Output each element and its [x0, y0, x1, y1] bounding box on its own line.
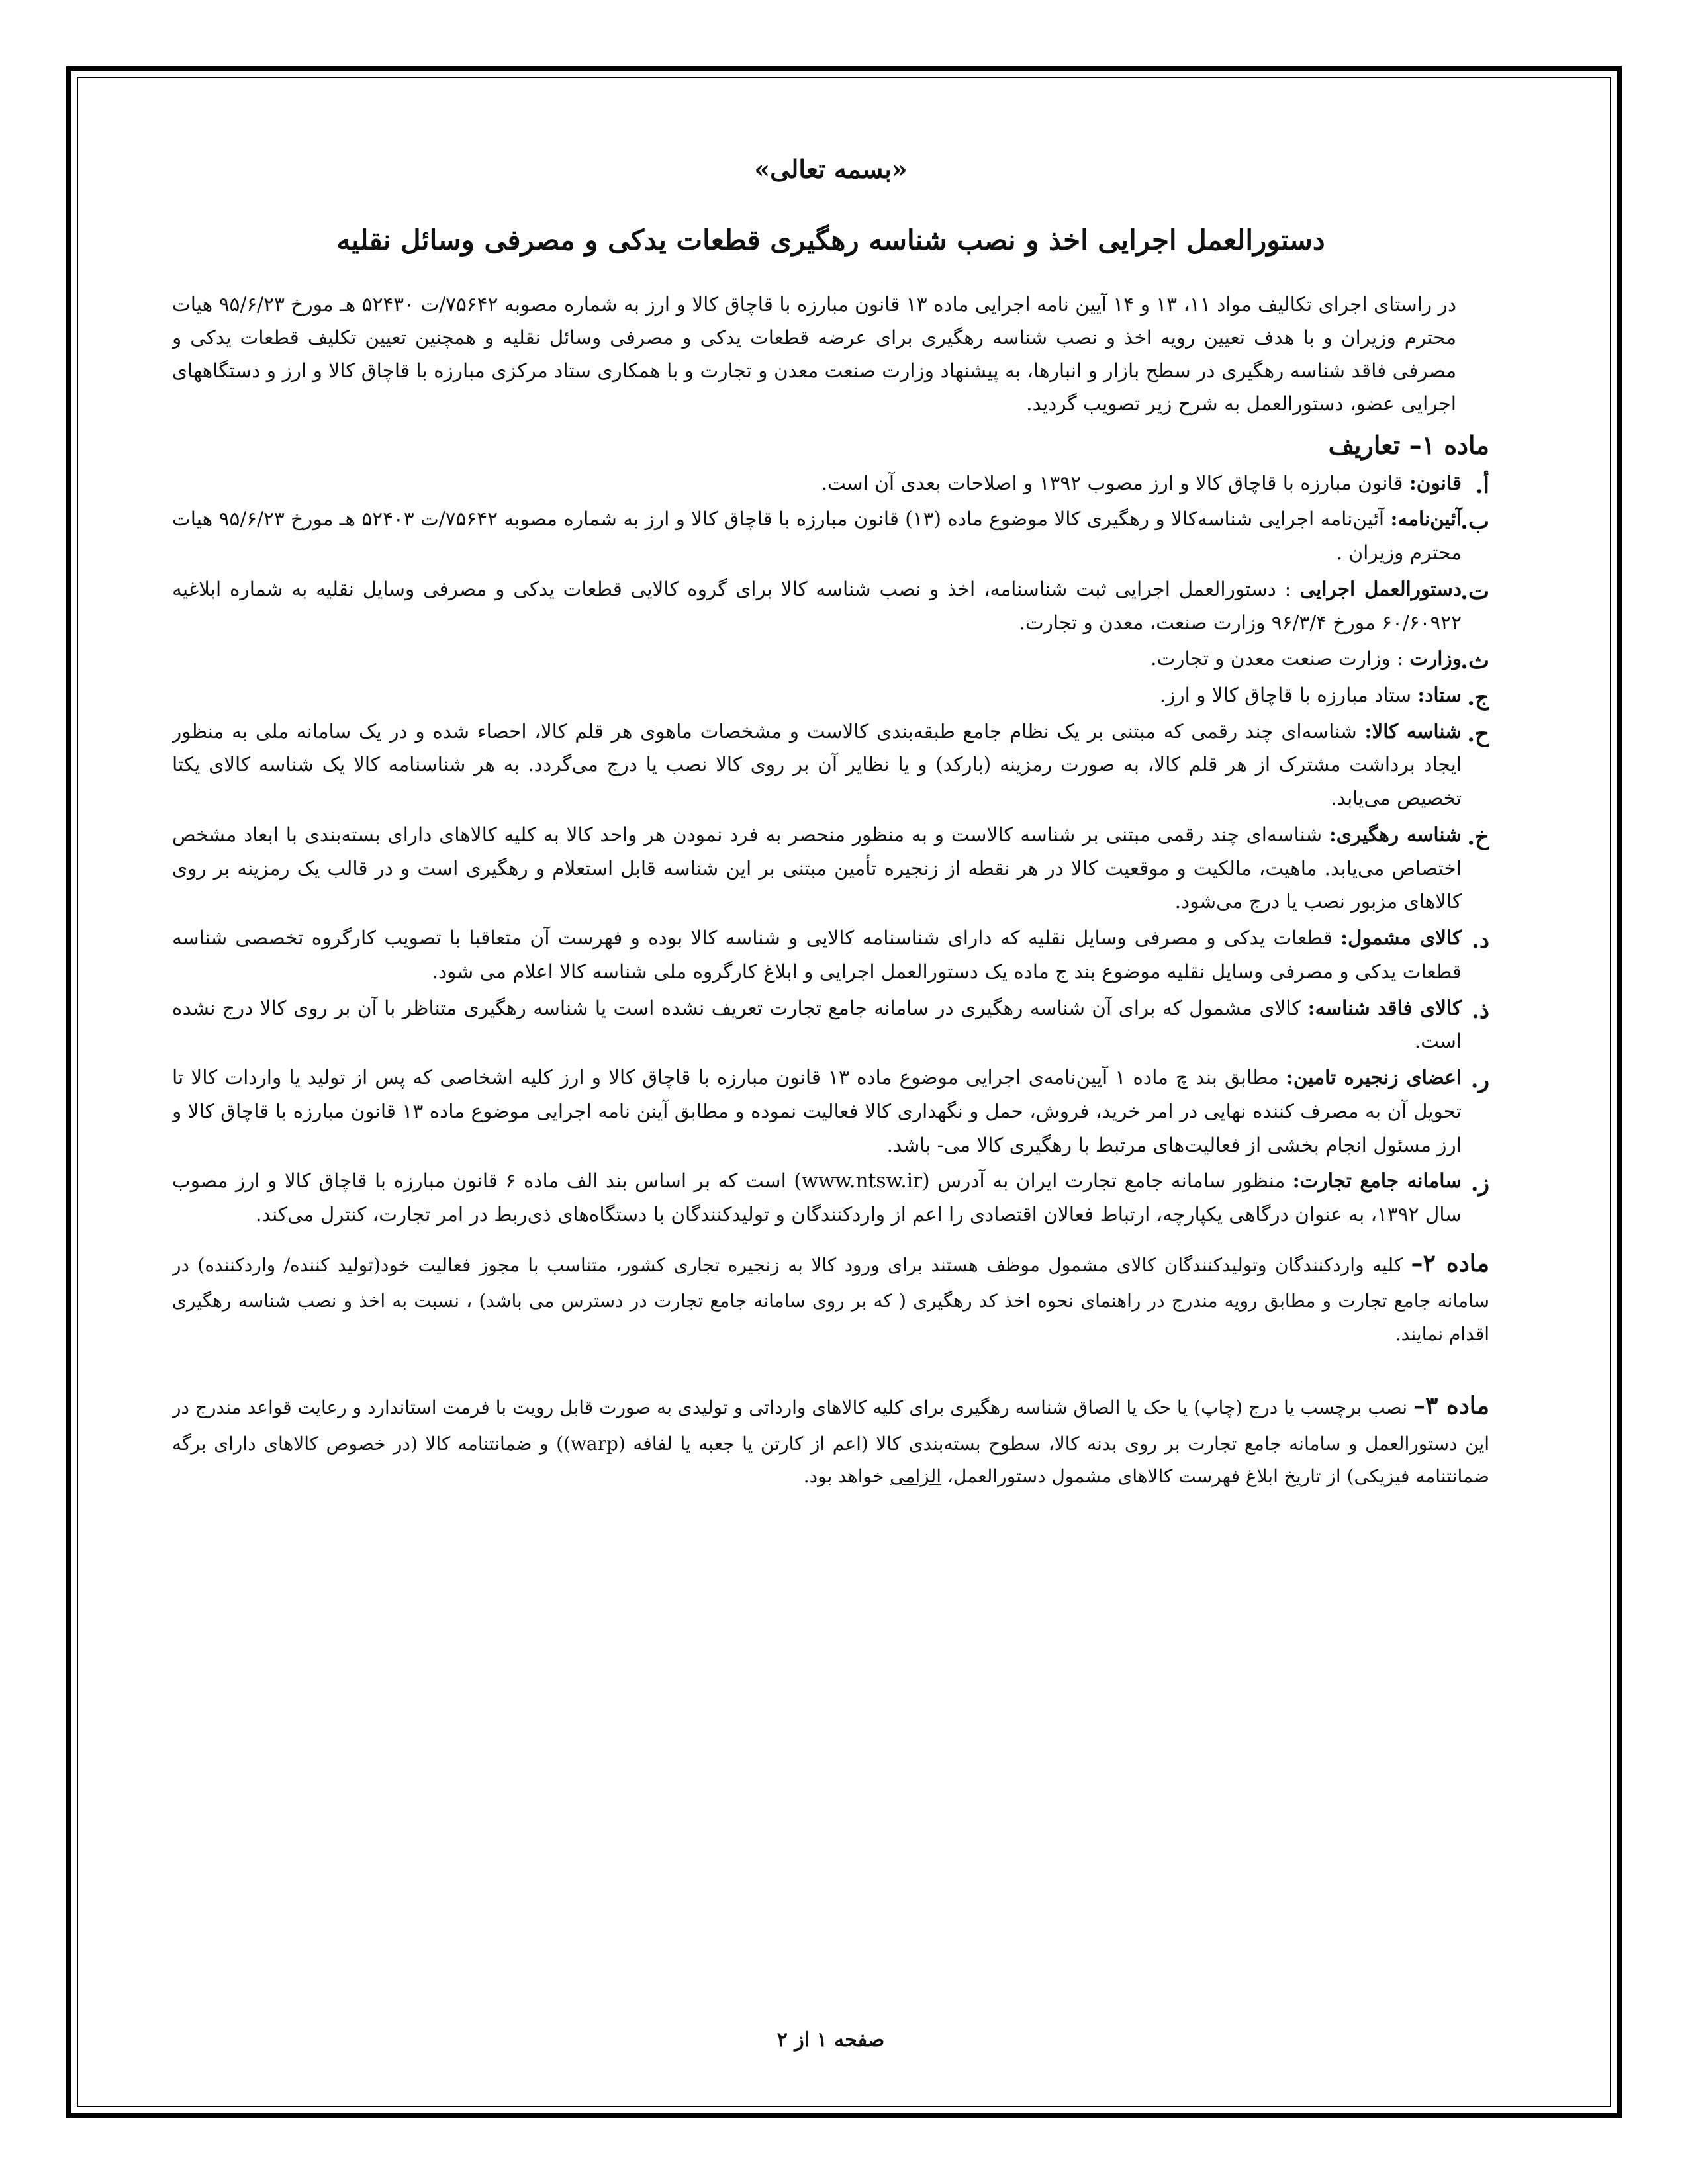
definition-text: شناسه‌ای چند رقمی که مبتنی بر یک نظام جامع طبقه‌بندی کالاست و مشخصات ماهوی هر قلم کالا، احصاء شده و در یک سامانه ملی به منظور ایجاد برداشت مشترک از هر قلم کالا، به صورت رمزینه (بارکد) و یا نظایر آن بر روی کالا نصب یا درج می‌گردد. به هر شناسنامه کالا یک شناسه کالای یکتا تخصیص می‌یابد. [172, 719, 1462, 810]
definition-item-trade-system [172, 1164, 1489, 1231]
definition-letter: ت. [1460, 578, 1489, 605]
article-3-emphasis: الزامی [890, 1465, 942, 1488]
definition-item-tracking-id [172, 818, 1489, 919]
article-3-paragraph [172, 1385, 1489, 1493]
article-3-ending: خواهد بود. [803, 1465, 890, 1488]
definition-letter: ج. [1467, 684, 1489, 711]
definition-letter: ث. [1460, 648, 1489, 675]
definition-text: : دستورالعمل اجرایی ثبت شناسنامه، اخذ و نصب شناسه کالا برای گروه کالایی قطعات یدکی و مصرفی وسایل نقلیه به شماره ابلاغیه ۶۰/۶۰۹۲۲ مورخ ۹۶/۳/۴ وزارت صنعت، معدن و تجارت. [172, 577, 1462, 634]
definition-text: قطعات یدکی و مصرفی وسایل نقلیه که دارای شناسنامه کالایی و شناسه کالا بوده و فهرست آن متعاقبا با تصویب کارگروه تخصصی شناسه قطعات یدکی و مصرفی وسایل نقلیه موضوع بند ج ماده یک دستورالعمل اجرایی و ابلاغ کارگروه ملی شناسه کالا اعلام می شود. [172, 927, 1462, 983]
definition-item-law [172, 467, 1489, 500]
definition-term: ستاد: [1417, 682, 1462, 706]
article-1-heading: ماده ۱– تعاریف [1328, 430, 1489, 460]
definition-term: اعضای زنجیره تامین: [1286, 1066, 1462, 1089]
definition-term: دستورالعمل اجرایی [1299, 576, 1462, 600]
definition-term: وزارت [1409, 647, 1462, 670]
definition-item-ministry [172, 642, 1489, 676]
article-3-label: ماده ۳– [1413, 1392, 1489, 1420]
document-title: دستورالعمل اجرایی اخذ و نصب شناسه رهگیری قطعات یدکی و مصرفی وسائل نقلیه [336, 224, 1325, 256]
definition-text: : وزارت صنعت معدن و تجارت. [1150, 647, 1410, 670]
definition-text: مطابق بند چ ماده ۱ آیین‌نامه‌ی اجرایی موضوع ماده ۱۳ قانون مبارزه با قاچاق کالا و ارز کلیه اشخاصی که پس از تولید یا واردات کالا تا تحویل آن به مصرف کننده نهایی در امر خرید، فروش، حمل و نگهداری کالا فعالیت نموده و مطابق آینن نامه اجرایی موضوع ماده ۱۳ قانون مبارزه با قاچاق کالا و ارز مسئول انجام بخشی از فعالیت‌های مرتبط با رهگیری کالا می- باشد. [172, 1066, 1462, 1156]
definition-letter: ز. [1470, 1170, 1489, 1197]
definition-term: سامانه جامع تجارت: [1292, 1169, 1462, 1193]
definition-item-regulation [172, 502, 1489, 569]
definition-item-goods-without-id [172, 991, 1489, 1058]
definition-item-product-id [172, 715, 1489, 815]
definition-term: کالای فاقد شناسه: [1307, 995, 1462, 1019]
article-2-label: ماده ۲– [1411, 1249, 1489, 1277]
definition-letter: ب. [1460, 508, 1489, 535]
page-number: صفحه ۱ از ۲ [776, 2028, 885, 2052]
definition-text: منظور سامانه جامع تجارت ایران به آدرس (www.ntsw.ir) است که بر اساس بند الف ماده ۶ قانون مبارزه با قاچاق کالا و ارز مصوب سال ۱۳۹۲، به عنوان درگاهی یکپارچه، ارتباط فعالان اقتصادی را اعم از واردکنندگان و تولیدکنندگان با دستگاه‌های ذی‌ربط در امر تجارت، کنترل می‌کند. [172, 1169, 1462, 1226]
definition-letter: ذ. [1472, 997, 1489, 1024]
definition-item-supply-chain-members [172, 1061, 1489, 1161]
definition-letter: ر. [1470, 1067, 1489, 1094]
intro-paragraph: در راستای اجرای تکالیف مواد ۱۱، ۱۳ و ۱۴ آیین نامه اجرایی ماده ۱۳ قانون مبارزه با قاچاق کالا و ارز به شماره مصوبه ۷۵۶۴۲/ت ۵۲۴۳۰ هـ مورخ ۹۵/۶/۲۳ هیات محترم وزیران و با هدف تعیین رویه اخذ و نصب شناسه رهگیری برای عرضه قطعات یدکی و مصرفی وسائل نقلیه و همچنین تعیین تکلیف قطعات یدکی و مصرفی فاقد شناسه رهگیری در سطح بازار و انبارها، به پیشنهاد وزارت صنعت معدن و تجارت و با همکاری ستاد مرکزی مبارزه با قاچاق کالا و ارز و دستگاههای اجرایی عضو، دستورالعمل به شرح زیر تصویب گردید. [172, 293, 1456, 416]
article-3-text: نصب برچسب یا درج (چاپ) یا حک یا الصاق شناسه رهگیری برای کلیه کالاهای وارداتی و تولیدی به صورت قابل رویت با فرمت استاندارد و رعایت قواعد مندرج در این دستورالعمل و سامانه جامع تجارت بر روی بدنه کالا، سطوح بسته‌بندی کالا (اعم از کارتن یا جعبه یا لفافه (warp)) و ضمانتنامه کالا (در خصوص کالاهای دارای برگه ضمانتنامه فیزیکی) از تاریخ ابلاغ فهرست کالاهای مشمول دستورالعمل، [172, 1396, 1489, 1488]
definition-term: شناسه کالا: [1364, 719, 1462, 743]
definitions-list [172, 467, 1489, 1232]
document-body [172, 129, 1489, 2088]
definition-letter: أ. [1475, 472, 1489, 499]
definition-term: قانون: [1409, 471, 1462, 494]
definition-letter: ح. [1467, 720, 1489, 747]
definition-text: قانون مبارزه با قاچاق کالا و ارز مصوب ۱۳۹۲ و اصلاحات بعدی آن است. [821, 471, 1409, 494]
definition-term: کالای مشمول: [1340, 926, 1462, 950]
definition-text: کالای مشمول که برای آن شناسه رهگیری در سامانه جامع تجارت تعریف نشده است یا شناسه رهگیری متناظر با آن بر روی کالا درج نشده است. [172, 996, 1462, 1053]
definition-text: آئین‌نامه اجرایی شناسه‌کالا و رهگیری کالا موضوع ماده (۱۳) قانون مبارزه با قاچاق کالا و ارز به شماره مصوبه ۷۵۶۴۲/ت ۵۲۴۰۳ هـ مورخ ۹۵/۶/۲۳ هیات محترم وزیران . [172, 508, 1462, 565]
definition-text: ستاد مبارزه با قاچاق کالا و ارز. [1159, 683, 1418, 706]
article-2-text: کلیه واردکنندگان وتولیدکنندگان کالای مشمول موظف هستند برای ورود کالا به زنجیره تجاری کشور، متناسب با مجوز فعالیت خود(تولید کننده/ واردکننده) در سامانه جامع تجارت و مطابق رویه مندرج در راهنمای نحوه اخذ کد رهگیری ( که بر روی سامانه جامع تجارت در دسترس می باشد) ، نسبت به اخذ و نصب شناسه رهگیری اقدام نمایند. [172, 1253, 1489, 1345]
definition-text: شناسه‌ای چند رقمی مبتنی بر شناسه کالاست و به منظور منحصر به فرد نمودن هر واحد کالا به کلیه کالاهای دارای بسته‌بندی با ابعاد مشخص اختصاص می‌یابد. ماهیت، مالکیت و موقعیت کالا در هر نقطه از زنجیره تأمین مبتنی بر این شناسه قابل استعلام و رهگیری است و در قالب یک رمزینه بر روی کالاهای مزبور نصب یا درج می‌شود. [172, 823, 1462, 913]
bismillah-heading: «بسمه تعالی» [754, 154, 908, 184]
definition-term: آئین‌نامه: [1390, 507, 1462, 531]
definition-item-covered-goods [172, 921, 1489, 988]
definition-letter: د. [1472, 927, 1489, 954]
definition-item-executive-instruction [172, 572, 1489, 639]
definition-letter: خ. [1467, 823, 1489, 850]
article-2-paragraph [172, 1242, 1489, 1351]
definition-item-headquarters [172, 678, 1489, 712]
definition-term: شناسه رهگیری: [1329, 822, 1462, 846]
